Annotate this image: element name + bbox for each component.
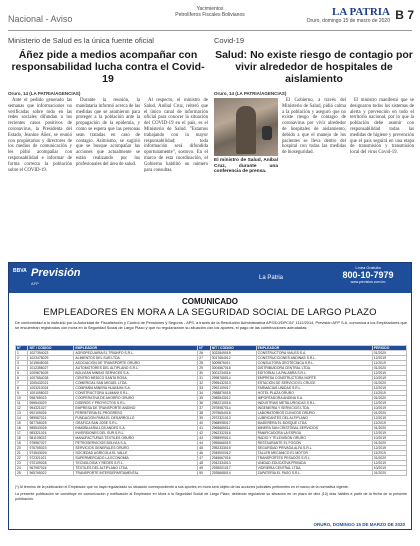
table-cell: 2985543012 bbox=[210, 396, 256, 401]
table-cell: 26 bbox=[198, 351, 210, 356]
employers-table-body bbox=[16, 351, 407, 476]
table-cell: DISTRIBUIDORA CENTRAL LTDA. bbox=[256, 366, 372, 371]
page-number bbox=[395, 8, 414, 22]
table-cell: HOTEL PLAZA ORURO bbox=[256, 391, 372, 396]
table-cell: 43 bbox=[198, 436, 210, 441]
table-cell: 2952333015 bbox=[210, 446, 256, 451]
left-article-columns bbox=[8, 98, 208, 173]
right-article-byline: Oruro, 14 (LA PATRIA/AGENCIAS) bbox=[214, 91, 287, 96]
table-cell: 994321027 bbox=[28, 406, 74, 411]
table-cell: MINERA SAN CRISTÓBAL SERVICIOS bbox=[256, 426, 372, 431]
left-article-kicker: Ministerio de Salud es la única fuente oficial bbox=[8, 36, 154, 45]
masthead bbox=[0, 0, 420, 30]
table-cell: 10/2019 bbox=[372, 406, 406, 411]
table-cell: 6 bbox=[16, 376, 28, 381]
table-cell: ALIMENTOS DEL SUR LTDA. bbox=[74, 356, 198, 361]
table-cell: 976765023 bbox=[28, 446, 74, 451]
table-cell: TRANSPORTE INTERDEPARTAMENTAL bbox=[74, 471, 198, 476]
ad-subtitle: EMPLEADORES EN MORA A LA SEGURIDAD SOCIAL DE LARGO PLAZO bbox=[43, 307, 377, 318]
table-cell: 25 bbox=[16, 471, 28, 476]
table-cell: 2978987014 bbox=[210, 406, 256, 411]
table-cell: 3001234016 bbox=[210, 371, 256, 376]
table-cell: AUTOMOTORES DEL ALTIPLANO S.R.L. bbox=[74, 366, 198, 371]
table-cell: 42 bbox=[198, 431, 210, 436]
table-cell: 49 bbox=[198, 466, 210, 471]
table-cell: 46 bbox=[198, 451, 210, 456]
table-cell: ASOCIACIÓN DE TRANSPORTE ORURO bbox=[74, 361, 198, 366]
table-cell: 992109026 bbox=[28, 411, 74, 416]
table-cell: IMPORTADORA ANDINA S.A. bbox=[256, 396, 372, 401]
table-cell: 12/2019 bbox=[372, 356, 406, 361]
table-cell: 1007654028 bbox=[28, 376, 74, 381]
table-cell: 11/2019 bbox=[372, 451, 406, 456]
table-cell: 01/2020 bbox=[372, 456, 406, 461]
right-article-columns bbox=[214, 98, 414, 175]
table-cell: 2965665011 bbox=[210, 426, 256, 431]
center-brand bbox=[150, 6, 270, 18]
paper-name: LA PATRIA bbox=[332, 6, 390, 18]
table-cell: 2939001017 bbox=[210, 466, 256, 471]
table-cell: 38 bbox=[198, 411, 210, 416]
table-cell: 1027394023 bbox=[28, 351, 74, 356]
table-cell: 998765023 bbox=[28, 396, 74, 401]
table-cell: 17 bbox=[16, 431, 28, 436]
table-cell: 978987027 bbox=[28, 441, 74, 446]
table-cell: 15 bbox=[16, 421, 28, 426]
table-cell: 29 bbox=[198, 366, 210, 371]
table-cell: 3 bbox=[16, 361, 28, 366]
table-cell: 974543026 bbox=[28, 451, 74, 456]
right-article-text-1: El Gobierno, a través del Ministerio de Salud, pidió calma a la población y aseguró que no existe riesgo de contagio de coronavirus por vivir alrededor de hospitales de aislamiento, debido a que el manejo de los pacientes se lleva dentro del hospital con todas las medidas de bioseguridad. bbox=[282, 98, 346, 156]
ad-phone-box bbox=[329, 265, 407, 291]
right-article-headline: Salud: No existe riesgo de contagio por vivir alrededor de hospitales de aislamiento bbox=[215, 49, 413, 85]
table-cell: EMPRESA CONSTRUCTORA NORTE bbox=[256, 376, 372, 381]
table-header-cell: EMPLEADOR bbox=[256, 346, 372, 351]
table-cell: PETROSERVICIOS BOLIVIA S.A. bbox=[74, 441, 198, 446]
table-cell: 11 bbox=[16, 401, 28, 406]
table-cell: 985543028 bbox=[28, 426, 74, 431]
table-cell: 9 bbox=[16, 391, 28, 396]
table-cell: 10/2019 bbox=[372, 466, 406, 471]
table-cell: 2935668014 bbox=[210, 471, 256, 476]
table-cell: CENTRO MÉDICO SANTA ROSA bbox=[74, 376, 198, 381]
table-cell: 23 bbox=[16, 461, 28, 466]
table-cell: 967987024 bbox=[28, 466, 74, 471]
table-cell: 39 bbox=[198, 416, 210, 421]
photo-figure bbox=[236, 106, 256, 154]
table-cell: COOPERATIVA DE AHORRO ORURO bbox=[74, 396, 198, 401]
table-cell: 10 bbox=[16, 396, 28, 401]
table-cell: 987765025 bbox=[28, 421, 74, 426]
right-article-col-2 bbox=[282, 98, 346, 175]
table-cell: MADERERA EL BOSQUE LTDA. bbox=[256, 421, 372, 426]
table-cell: 37 bbox=[198, 406, 210, 411]
table-cell: 1012356027 bbox=[28, 366, 74, 371]
right-article-col-3 bbox=[350, 98, 414, 175]
table-cell: 3022849015 bbox=[210, 351, 256, 356]
afp-notice-ad bbox=[8, 262, 412, 530]
ad-header-bar bbox=[9, 263, 411, 293]
left-article bbox=[8, 36, 208, 173]
table-header-cell: PERIODO bbox=[372, 346, 406, 351]
table-cell: 1005432021 bbox=[28, 381, 74, 386]
table-cell: 45 bbox=[198, 446, 210, 451]
table-cell: LABORATORIOS CLÍNICOS ORURO bbox=[256, 411, 372, 416]
table-cell: 2958999014 bbox=[210, 436, 256, 441]
table-cell: 12/2019 bbox=[372, 446, 406, 451]
prevision-brand: Previsión bbox=[31, 267, 81, 279]
table-header-cell: EMPLEADOR bbox=[74, 346, 198, 351]
table-cell: ZAPATERÍA EL PASO S.R.L. bbox=[256, 471, 372, 476]
table-cell: 14 bbox=[16, 416, 28, 421]
right-article-text-3: El ministro manifestó que se designaron todos los sistemas de alerta y prevención en todo el territorio nacional, por lo que la población debe asumir con responsabilidad todas las medidas de higiene y prevención que el país seguirá en una etapa de transmisión y transmisión local del virus Covid-19. bbox=[350, 98, 414, 156]
table-cell: 2945667016 bbox=[210, 456, 256, 461]
table-cell: PANIFICADORA LA ESPIGA bbox=[256, 431, 372, 436]
table-cell: 12/2019 bbox=[372, 371, 406, 376]
table-cell: 12/2019 bbox=[372, 461, 406, 466]
center-brand-line2: Petrolíferos Fiscales Bolivianos bbox=[175, 12, 245, 18]
table-cell: 21 bbox=[16, 451, 28, 456]
table-cell: 2972321013 bbox=[210, 416, 256, 421]
ad-phone-web: www.prevision.com.bo bbox=[350, 280, 386, 284]
table-cell: 27 bbox=[198, 356, 210, 361]
table-cell: 24 bbox=[16, 466, 28, 471]
table-cell: 10/2019 bbox=[372, 436, 406, 441]
page-letter: B bbox=[395, 8, 404, 22]
ad-paper-name: La Patria bbox=[259, 275, 284, 281]
table-cell: 2992109017 bbox=[210, 386, 256, 391]
table-cell: 12/2019 bbox=[372, 386, 406, 391]
table-cell: 40 bbox=[198, 421, 210, 426]
table-cell: 12/2019 bbox=[372, 416, 406, 421]
table-cell: GRÁFICA SAN JOSÉ S.R.L. bbox=[74, 421, 198, 426]
ad-intro: De conformidad a lo instruido por la Autoridad de Fiscalización y Control de Pensiones y Seguros - APS, a través de la Resolución Administrativa APS/DJ/DPC/N° 1112/2014, Previsión AFP S.A. comunica a los Empleadores que se encuentran registrados con mora en la Seguridad Social de Largo Plazo y que no regularizaron su situación con los aportes, el pago de las contribuciones adeudadas: bbox=[15, 320, 407, 330]
minister-photo bbox=[214, 98, 278, 156]
ad-title: COMUNICADO bbox=[182, 297, 238, 306]
table-cell: 01/2020 bbox=[372, 396, 406, 401]
table-cell: 47 bbox=[198, 456, 210, 461]
page-digit: 7 bbox=[407, 8, 414, 22]
table-cell: EDITORIAL LA PALABRA S.R.L. bbox=[256, 371, 372, 376]
table-cell: 10/2019 bbox=[372, 376, 406, 381]
table-cell: 01/2020 bbox=[372, 366, 406, 371]
table-cell: INDUSTRIAS METALÚRGICAS S.R.L. bbox=[256, 401, 372, 406]
table-cell: AGROPECUARIA EL TRIUNFO S.R.L. bbox=[74, 351, 198, 356]
left-article-col-1 bbox=[8, 98, 72, 173]
table-cell: FARMACIAS UNIDAS S.R.L. bbox=[256, 386, 372, 391]
table-cell: CONSULTORA GEOTÉCNICA S.R.L. bbox=[256, 361, 372, 366]
table-cell: 3017654012 bbox=[210, 356, 256, 361]
left-article-col-2 bbox=[76, 98, 140, 173]
ad-phone-number: 800-10-7979 bbox=[342, 270, 394, 280]
table-cell: VIDRIERÍA CENTRAL LTDA. bbox=[256, 466, 372, 471]
table-cell: 01/2020 bbox=[372, 351, 406, 356]
table-cell: 12 bbox=[16, 406, 28, 411]
table-cell: 1001098022 bbox=[28, 391, 74, 396]
center-brand-line1: Yacimientos bbox=[196, 6, 224, 12]
table-cell: EMPRESA DE TRANSPORTE ANDINO bbox=[74, 406, 198, 411]
table-cell: 34 bbox=[198, 391, 210, 396]
table-cell: INGENIERÍA Y SERVICIOS LTDA. bbox=[256, 406, 372, 411]
table-cell: 8 bbox=[16, 386, 28, 391]
ad-date: ORURO, DOMINGO 15 DE MARZO DE 2020 bbox=[313, 522, 405, 527]
ad-phone-label: Línea Gratuita bbox=[355, 265, 381, 270]
table-cell: 2 bbox=[16, 356, 28, 361]
right-article bbox=[214, 36, 414, 175]
table-cell: 33 bbox=[198, 386, 210, 391]
table-cell: 50 bbox=[198, 471, 210, 476]
table-cell: MANUFACTURAS TEXTILES ORURO bbox=[74, 436, 198, 441]
section-label: Nacional - Aviso bbox=[8, 14, 73, 24]
header-rule bbox=[8, 30, 412, 31]
table-cell: SEGURIDAD PRIVADA ALFA S.R.L. bbox=[256, 446, 372, 451]
table-cell: SOCIEDAD AGRÍCOLA EL VALLE bbox=[74, 451, 198, 456]
table-cell: TALLER MECÁNICO EL MOTOR bbox=[256, 451, 372, 456]
table-cell: TRANSPORTES PESADOS S.R.L. bbox=[256, 456, 372, 461]
table-cell: 41 bbox=[198, 426, 210, 431]
table-cell: 7 bbox=[16, 381, 28, 386]
table-cell: ESTACIÓN DE SERVICIO EL CRUCE bbox=[256, 381, 372, 386]
right-article-kicker: Covid-19 bbox=[214, 36, 245, 45]
table-cell: LUBRICANTES DEL ALTIPLANO bbox=[256, 416, 372, 421]
table-cell: 01/2020 bbox=[372, 471, 406, 476]
table-header-cell: NIT / CÓDIGO bbox=[210, 346, 256, 351]
table-cell: CONSTRUCTORA ILLIMANI S.R.L. bbox=[74, 391, 198, 396]
table-cell: BOLIVIAN MINING SERVICES S.A. bbox=[74, 371, 198, 376]
table-cell: 01/2020 bbox=[372, 441, 406, 446]
table-cell: 1009876025 bbox=[28, 371, 74, 376]
table-cell: 2995432013 bbox=[210, 381, 256, 386]
table-cell: 11/2019 bbox=[372, 361, 406, 366]
table-cell: 35 bbox=[198, 396, 210, 401]
table-cell: FUNDACIÓN PARA EL DESARROLLO bbox=[74, 416, 198, 421]
table-row bbox=[16, 471, 407, 476]
table-cell: 19 bbox=[16, 441, 28, 446]
table-cell: 01/2020 bbox=[372, 426, 406, 431]
table-cell: 22 bbox=[16, 456, 28, 461]
ad-footer bbox=[9, 519, 411, 529]
table-cell: CONSTRUCCIONES ANDINAS S.R.L. bbox=[256, 356, 372, 361]
table-cell: 44 bbox=[198, 441, 210, 446]
table-cell: 16 bbox=[16, 426, 28, 431]
table-cell: 983321024 bbox=[28, 431, 74, 436]
table-cell: 36 bbox=[198, 401, 210, 406]
left-article-text-2: Durante la reunión, la mandataria informó acerca de las medidas que se asumieron para proteger a la población ante la propagación de la epidemia, y como se espera que las personas sean tratadas en caso de contagio. Asimismo, se sugirió que se busque acompañar las acciones que actualmente se están realizando por los profesionales del área de salud. bbox=[76, 98, 140, 167]
table-cell: 31 bbox=[198, 376, 210, 381]
table-cell: 2998765014 bbox=[210, 376, 256, 381]
table-cell: 996543029 bbox=[28, 401, 74, 406]
table-cell: 972321021 bbox=[28, 456, 74, 461]
table-cell: 3004567018 bbox=[210, 366, 256, 371]
table-header-cell: N° bbox=[16, 346, 28, 351]
table-cell: COMPAÑÍA MINERA HUANUNI S.A. bbox=[74, 386, 198, 391]
table-cell: 2949000012 bbox=[210, 451, 256, 456]
ad-note-2: La presente publicación se constituye en comunicación y notificación al Empleador en Mora a la Seguridad Social de Largo Plazo, debiendo regularizar su situación en un plazo de diez (10) días hábiles a partir de la fecha de la presente publicación. bbox=[15, 492, 407, 501]
photo-caption: El ministro de Salud, Aníbal Cruz, durante una conferencia de prensa. bbox=[214, 158, 278, 175]
left-article-text-3: Al respecto, el ministro de Salud, Aníbal Cruz, reiteró que el único canal de información oficial para conocer la situación del COVID-19 en el país, es el Ministerio de Salud. "Estamos trabajando con la mayor responsabilidad; toda información será difundida oportunamente", sostuvo. En el marco de esta coordinación, el Gobierno habilitó un número para consultas. bbox=[144, 98, 208, 173]
table-cell: 4 bbox=[16, 366, 28, 371]
table-cell: 01/2020 bbox=[372, 381, 406, 386]
table-cell: INVERSIONES DEL SUR S.R.L. bbox=[74, 431, 198, 436]
table-header-cell: N° bbox=[198, 346, 210, 351]
left-article-byline: Oruro, 14 (LA PATRIA/AGENCIAS) bbox=[8, 91, 81, 96]
ad-notes bbox=[15, 485, 407, 501]
table-cell: 2988876015 bbox=[210, 391, 256, 396]
table-cell: CONSTRUCTORA VIALES S.A. bbox=[256, 351, 372, 356]
table-cell: 3009876011 bbox=[210, 361, 256, 366]
table-cell: 965765022 bbox=[28, 471, 74, 476]
table-cell: RADIO Y TELEVISIÓN ORURO bbox=[256, 436, 372, 441]
table-cell: 989987021 bbox=[28, 416, 74, 421]
table-cell: 11/2019 bbox=[372, 421, 406, 426]
photo-microphone bbox=[262, 126, 272, 140]
table-cell: SERVICIOS GENERALES ORURO bbox=[74, 446, 198, 451]
table-cell: 32 bbox=[198, 381, 210, 386]
table-cell: 1019845026 bbox=[28, 361, 74, 366]
table-cell: COMERCIAL SAN MIGUEL LTDA. bbox=[74, 381, 198, 386]
table-header-cell: NIT / CÓDIGO bbox=[28, 346, 74, 351]
left-article-text-1: Ante el pedido generado las semanas que informaciones no verificadas sobre todo en las redes sociales difundan a los recientes casos positivos de coronavirus, la Presidenta del Estado, Jeanine Áñez, se reunió con propietarios y directores de los medios de comunicación y les pidió acompañar con responsabilidad e informar de forma correcta la población sobre el COVID-19. bbox=[8, 98, 72, 173]
bbva-logo: BBVA bbox=[13, 268, 27, 274]
table-cell: UNIDAD EDUCATIVA PRIVADA bbox=[256, 461, 372, 466]
table-cell: 2982210016 bbox=[210, 401, 256, 406]
left-article-headline: Áñez pide a medios acompañar con responsabilidad lucha contra el Covid-19 bbox=[11, 49, 205, 85]
table-cell: 2975654018 bbox=[210, 411, 256, 416]
table-cell: 2962332016 bbox=[210, 431, 256, 436]
table-cell: 12/2019 bbox=[372, 431, 406, 436]
table-cell: 2955666019 bbox=[210, 441, 256, 446]
table-cell: 28 bbox=[198, 361, 210, 366]
table-cell: 1023478029 bbox=[28, 356, 74, 361]
table-cell: 30 bbox=[198, 371, 210, 376]
right-article-col-1 bbox=[214, 98, 278, 175]
ad-note-1: (*) Al término de la publicación el Empleador que no haya regularizado su situación correspondiente a sus aportes en mora será objeto de las acciones judiciales pertinentes en el marco de la normativa vigente. bbox=[15, 485, 349, 489]
prevision-brand-sub: AFP bbox=[31, 281, 39, 286]
table-cell: FERRETERÍA EL PROGRESO bbox=[74, 411, 198, 416]
table-cell: 13 bbox=[16, 411, 28, 416]
table-cell: 48 bbox=[198, 461, 210, 466]
table-cell: 01/2020 bbox=[372, 411, 406, 416]
table-cell: 1 bbox=[16, 351, 28, 356]
table-cell: DISEÑOS Y PROYECTOS S.R.L. bbox=[74, 401, 198, 406]
table-cell: INMOBILIARIA LOS ANDES S.A. bbox=[74, 426, 198, 431]
left-article-col-3 bbox=[144, 98, 208, 173]
table-cell: TECNOLOGÍA Y REDES S.R.L. bbox=[74, 461, 198, 466]
table-cell: 5 bbox=[16, 371, 28, 376]
paper-date: Oruro, domingo 15 de marzo de 2020 bbox=[306, 18, 390, 24]
employers-table bbox=[15, 345, 407, 476]
table-cell: SUPERMERCADO LA ECONOMÍA bbox=[74, 456, 198, 461]
table-cell: 11/2019 bbox=[372, 391, 406, 396]
table-cell: TEXTILES DEL ALTIPLANO LTDA. bbox=[74, 466, 198, 471]
table-cell: 970109028 bbox=[28, 461, 74, 466]
table-cell: 12/2019 bbox=[372, 401, 406, 406]
table-cell: 2942334013 bbox=[210, 461, 256, 466]
table-cell: 2968998017 bbox=[210, 421, 256, 426]
table-cell: 18 bbox=[16, 436, 28, 441]
table-cell: RESTAURANTE EL FOGÓN bbox=[256, 441, 372, 446]
table-cell: 981109022 bbox=[28, 436, 74, 441]
table-cell: 20 bbox=[16, 446, 28, 451]
table-cell: 1003210024 bbox=[28, 386, 74, 391]
